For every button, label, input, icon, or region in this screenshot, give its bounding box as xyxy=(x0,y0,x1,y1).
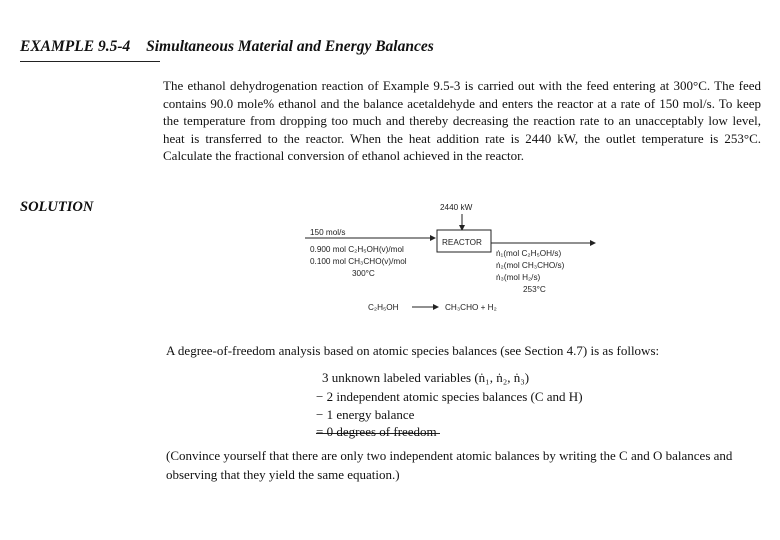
dof-line-unknowns: 3 unknown labeled variables (ṅ₁, ṅ₂, ṅ₃) xyxy=(322,370,530,385)
product-n3: ṅ₃(mol H₂/s) xyxy=(496,273,541,282)
example-heading xyxy=(20,38,434,56)
feed-temperature: 300°C xyxy=(352,269,375,278)
feed-ethanol: 0.900 mol C₂H₅OH(v)/mol xyxy=(310,245,404,254)
example-number: EXAMPLE 9.5-4 xyxy=(20,38,131,55)
reaction-reactant: C₂H₅OH xyxy=(368,303,399,312)
problem-statement: The ethanol dehydrogenation reaction of Example 9.5-3 is carried out with the feed entering at 300°C. The feed contains 90.0 mole% ethanol and the balance acetaldehyde and enters the reactor at a rate of 150 mol/s. To keep the temperature from dropping too much and thereby decreasing the reaction rate to an unacceptably low level, heat is transferred to the reactor. When the heat addition rate is 2440 kW, the outlet temperature is 253°C. Calculate the fractional conversion of ethanol achieved in the reactor. xyxy=(163,78,761,164)
dof-line-result: = 0 degrees of freedom xyxy=(316,424,437,439)
product-n1: ṅ₁(mol C₂H₅OH/s) xyxy=(496,249,562,258)
convince-note: (Convince yourself that there are only two independent atomic balances by writing the C and O balances and observing that they yield the same equation.) xyxy=(166,448,733,482)
feed-acetaldehyde: 0.100 mol CH₃CHO(v)/mol xyxy=(310,257,407,266)
flowchart xyxy=(300,196,620,321)
heading-rule xyxy=(20,61,160,62)
dof-line-atomic: − 2 independent atomic species balances (C and H) xyxy=(316,389,583,404)
solution-label: SOLUTION xyxy=(20,199,94,215)
reaction-products: CH₃CHO + H₂ xyxy=(445,303,497,312)
feed-rate: 150 mol/s xyxy=(310,228,346,237)
product-n2: ṅ₂(mol CH₃CHO/s) xyxy=(496,261,565,270)
product-temperature: 253°C xyxy=(523,285,546,294)
example-title: Simultaneous Material and Energy Balances xyxy=(146,38,434,55)
dof-line-energy: − 1 energy balance xyxy=(316,407,415,422)
dof-intro: A degree-of-freedom analysis based on atomic species balances (see Section 4.7) is as follows: xyxy=(166,343,660,358)
reactor-label: REACTOR xyxy=(442,238,482,247)
heat-label: 2440 kW xyxy=(440,203,473,212)
